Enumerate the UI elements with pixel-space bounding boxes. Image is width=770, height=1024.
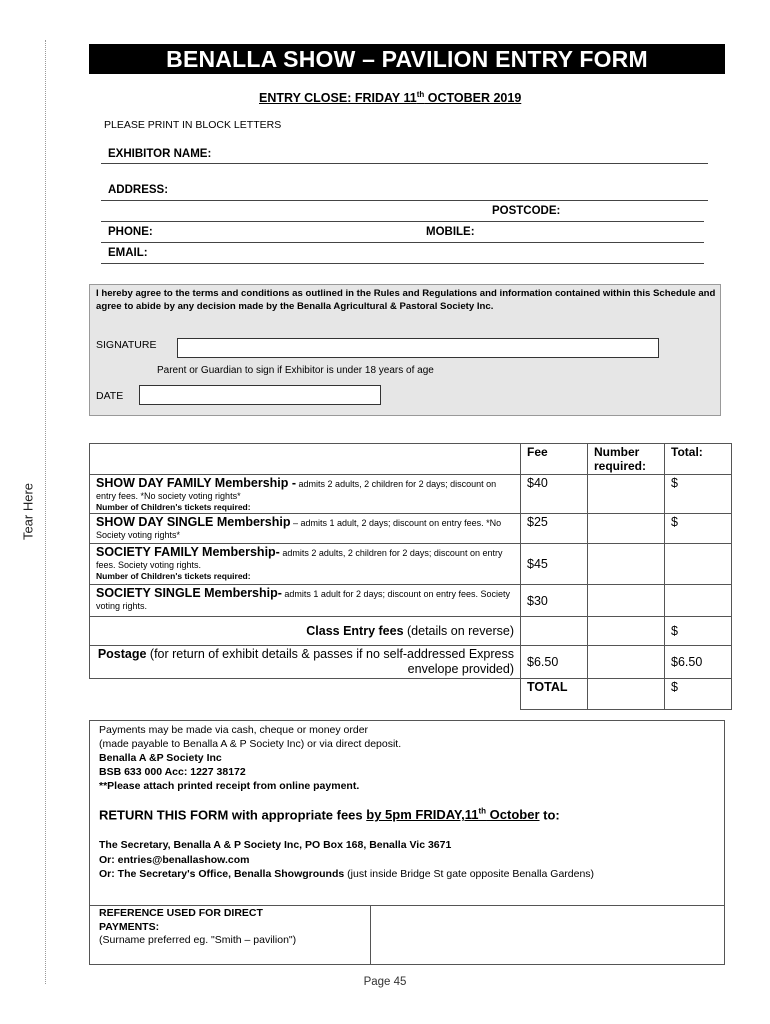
fee-value: $40 xyxy=(521,475,588,514)
tear-here-label: Tear Here xyxy=(20,482,36,541)
form-title: BENALLA SHOW – PAVILION ENTRY FORM xyxy=(89,44,725,74)
fee-table-header-blank xyxy=(90,444,521,475)
number-required-cell[interactable] xyxy=(588,617,665,646)
email-label: EMAIL: xyxy=(108,247,148,259)
class-entry-fees: Class Entry fees (details on reverse) xyxy=(90,617,521,646)
page-number: Page 45 xyxy=(363,976,407,988)
fee-value: $25 xyxy=(521,514,588,544)
number-required-cell[interactable] xyxy=(588,585,665,617)
entry-close-date: ENTRY CLOSE: FRIDAY 11th OCTOBER 2019 xyxy=(259,90,522,106)
membership-description: SOCIETY SINGLE Membership- admits 1 adult for 2 days; discount on entry fees. Society voting rights. xyxy=(90,585,521,617)
table-row xyxy=(90,617,732,646)
number-required-cell[interactable] xyxy=(588,475,665,514)
postage-total: $6.50 xyxy=(665,646,732,679)
fee-value xyxy=(521,617,588,646)
phone-mobile-field[interactable] xyxy=(101,242,704,243)
reference-input[interactable] xyxy=(372,906,722,963)
total-header: Total: xyxy=(665,444,732,475)
grand-total[interactable]: $ xyxy=(665,679,732,710)
date-input[interactable] xyxy=(139,385,381,405)
table-row xyxy=(90,475,732,514)
fee-table xyxy=(89,443,732,710)
mobile-label: MOBILE: xyxy=(426,226,475,238)
total-row-blank xyxy=(90,679,521,710)
total-cell[interactable] xyxy=(665,544,732,585)
postcode-field[interactable] xyxy=(101,221,704,222)
table-row xyxy=(90,544,732,585)
membership-description: SOCIETY FAMILY Membership- admits 2 adults, 2 children for 2 days; discount on entry fees. Society voting rights. Number of Children's tickets required: xyxy=(90,544,521,585)
exhibitor-name-field[interactable] xyxy=(101,163,708,164)
number-required-cell[interactable] xyxy=(588,646,665,679)
exhibitor-name-label: EXHIBITOR NAME: xyxy=(108,148,212,160)
address-label: ADDRESS: xyxy=(108,184,169,196)
print-instruction: PLEASE PRINT IN BLOCK LETTERS xyxy=(104,119,282,131)
table-row xyxy=(90,646,732,679)
total-cell[interactable]: $ xyxy=(665,475,732,514)
postcode-label: POSTCODE: xyxy=(492,205,561,217)
total-cell[interactable]: $ xyxy=(665,514,732,544)
email-field[interactable] xyxy=(101,263,704,264)
date-label: DATE xyxy=(96,390,124,402)
total-row-blank-cell xyxy=(588,679,665,710)
fee-header: Fee xyxy=(521,444,588,475)
table-row xyxy=(90,514,732,544)
number-required-cell[interactable] xyxy=(588,514,665,544)
table-row xyxy=(90,679,732,710)
class-entry-total[interactable]: $ xyxy=(665,617,732,646)
guardian-note: Parent or Guardian to sign if Exhibitor is under 18 years of age xyxy=(157,365,434,376)
membership-description: SHOW DAY SINGLE Membership – admits 1 adult, 2 days; discount on entry fees. *No Society voting rights* xyxy=(90,514,521,544)
return-instruction: RETURN THIS FORM with appropriate fees by 5pm FRIDAY,11th October to: xyxy=(99,807,560,823)
table-row xyxy=(90,585,732,617)
phone-label: PHONE: xyxy=(108,226,153,238)
number-required-header: Number required: xyxy=(588,444,665,475)
signature-label: SIGNATURE xyxy=(96,339,157,351)
fee-value: $45 xyxy=(521,544,588,585)
reference-label: REFERENCE USED FOR DIRECT PAYMENTS: (Surname preferred eg. "Smith – pavilion") xyxy=(99,907,297,946)
reference-column-divider xyxy=(370,905,371,964)
secretary-address: The Secretary, Benalla A & P Society Inc, PO Box 168, Benalla Vic 3671 Or: entries@benallashow.com Or: The Secretary's Office, Benalla Showgrounds (just inside Bridge St gate opposite Benalla Gardens) xyxy=(99,839,595,880)
signature-input[interactable] xyxy=(177,338,659,358)
agreement-text: I hereby agree to the terms and conditions as outlined in the Rules and Regulations and information contained within this Schedule and agree to abide by any decision made by the Benalla Agricultural & Pastoral Society Inc. xyxy=(96,288,716,312)
payment-instructions: Payments may be made via cash, cheque or money order (made payable to Benalla A & P Society Inc) or via direct deposit. Benalla A &P Society Inc BSB 633 000 Acc: 1227 38172 **Please attach printed receipt from online payment. xyxy=(99,724,402,792)
address-field[interactable] xyxy=(101,200,708,201)
postage-fee: $6.50 xyxy=(521,646,588,679)
tear-line xyxy=(45,40,46,984)
total-cell[interactable] xyxy=(665,585,732,617)
total-label: TOTAL xyxy=(521,679,588,710)
fee-value: $30 xyxy=(521,585,588,617)
postage-description: Postage (for return of exhibit details & passes if no self-addressed Express envelope provided) xyxy=(90,646,521,679)
number-required-cell[interactable] xyxy=(588,544,665,585)
membership-description: SHOW DAY FAMILY Membership - admits 2 adults, 2 children for 2 days; discount on entry fees. *No society voting rights* Number of Children's tickets required: xyxy=(90,475,521,514)
